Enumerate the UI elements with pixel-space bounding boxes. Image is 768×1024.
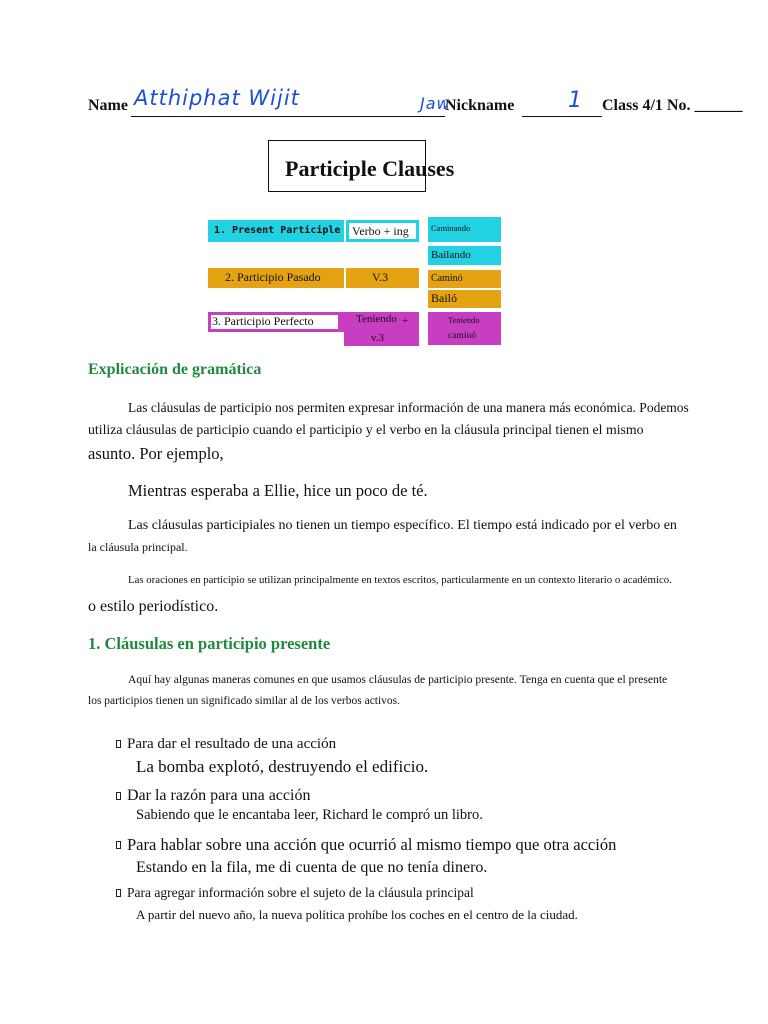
present-label-cell [208,220,344,242]
present-form: Verbo + ing [352,224,409,238]
present-example-cell-2 [428,246,501,265]
past-example-cell-2 [428,290,501,308]
explanation-p2-line1: Las cláusulas participiales no tienen un tiempo específico. El tiempo está indicado por el verbo en [128,518,677,533]
nickname-label: Nickname [445,97,515,114]
perfect-example-line2: caminó [448,331,476,341]
perfect-example-cell [428,312,501,345]
explanation-p3-line2: o estilo periodístico. [88,598,219,615]
perfect-label-cell [208,312,344,332]
class-label: Class 4/1 No. ______ [602,97,743,114]
perfect-form-plus: + [402,315,409,327]
explanation-p2-line2: la cláusula principal. [88,540,188,554]
section1-heading: 1. Cláusulas en participio presente [88,634,331,653]
bullet-icon [116,889,121,897]
perfect-form-line1: Teniendo [356,313,397,325]
list-item-point: Para agregar información sobre el sujeto de la cláusula principal [127,885,474,900]
name-handwriting: Atthiphat Wijit [134,86,300,110]
list-item-example: La bomba explotó, destruyendo el edificio. [136,757,429,776]
present-example-cell-1 [428,217,501,242]
list-item-point: Para dar el resultado de una acción [127,736,337,752]
past-form: V.3 [372,270,389,284]
past-example-cell-1 [428,270,501,288]
present-example-2: Bailando [431,249,471,261]
bullet-icon [116,740,121,748]
past-label: 2. Participio Pasado [225,270,321,284]
name-blank-line[interactable] [131,116,445,117]
bullet-icon [116,792,121,800]
present-form-cell [346,220,419,242]
present-example-1: Caminando [431,223,471,233]
perfect-form-cell [344,312,419,346]
past-example-1: Caminó [431,273,463,284]
nickname-handwriting: Jaw [420,94,451,113]
perfect-form-line2: v.3 [371,332,385,344]
explanation-p1-line2: utiliza cláusulas de participio cuando el participio y el verbo en la cláusula principal tienen el mismo [88,422,644,437]
page-title: Participle Clauses [285,156,455,181]
list-item-point: Para hablar sobre una acción que ocurrió al mismo tiempo que otra acción [127,835,617,854]
explanation-p1-line3: asunto. Por ejemplo, [88,444,224,463]
number-handwriting: 1 [568,88,583,113]
past-example-2: Bailó [431,291,457,305]
list-item-point: Dar la razón para una acción [127,787,311,804]
list-item-example: A partir del nuevo año, la nueva política prohíbe los coches en el centro de la ciudad. [136,907,578,922]
explanation-heading: Explicación de gramática [88,361,262,378]
list-item-example: Estando en la fila, me di cuenta de que no tenía dinero. [136,859,488,876]
perfect-example-line1: Teniendo [448,315,480,325]
past-label-cell [208,268,344,288]
bullet-icon [116,841,121,849]
name-label: Name [88,97,128,114]
explanation-example: Mientras esperaba a Ellie, hice un poco de té. [128,481,428,500]
section1-intro-line1: Aquí hay algunas maneras comunes en que usamos cláusulas de participio presente. Tenga en cuenta que el presente [128,673,668,686]
section1-intro-line2: los participios tienen un significado similar al de los verbos activos. [88,695,401,707]
nickname-blank-line[interactable] [522,116,602,117]
past-form-cell [346,268,419,288]
list-item-example: Sabiendo que le encantaba leer, Richard le compró un libro. [136,807,483,823]
perfect-label: 3. Participio Perfecto [212,314,314,328]
explanation-p1-line1: Las cláusulas de participio nos permiten expresar información de una manera más económica. Podemos [128,400,689,415]
explanation-p3-line1: Las oraciones en participio se utilizan principalmente en textos escritos, particularmente en un contexto literario o académico. [128,574,672,586]
present-label: 1. Present Participle [214,225,341,236]
